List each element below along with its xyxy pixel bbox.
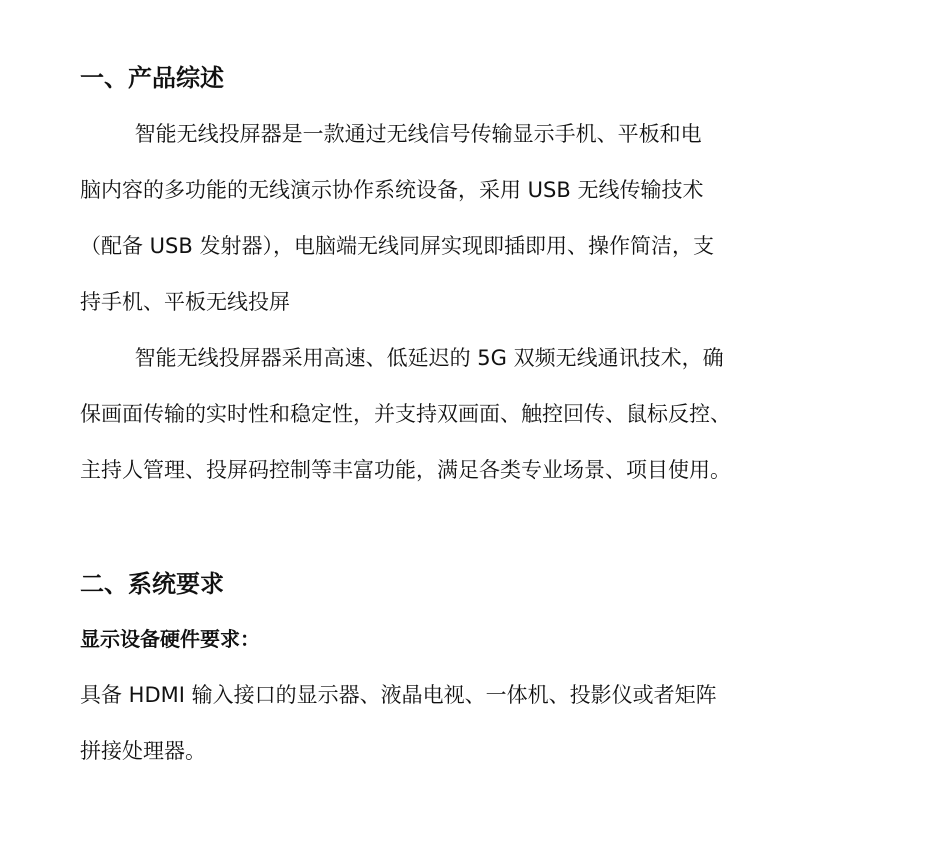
section-heading-product-overview: 一、产品综述 [80, 63, 224, 92]
text-line: 具备 HDMI 输入接口的显示器、液晶电视、一体机、投影仪或者矩阵 [80, 683, 717, 707]
subheading-display-hardware: 显示设备硬件要求： [80, 627, 260, 651]
text-line: 智能无线投屏器是一款通过无线信号传输显示手机、平板和电 [134, 122, 702, 146]
text-line: 保画面传输的实时性和稳定性，并支持双画面、触控回传、鼠标反控、 [80, 402, 731, 426]
text-line: 脑内容的多功能的无线演示协作系统设备，采用 USB 无线传输技术 [80, 178, 704, 202]
paragraph-product-features [80, 330, 840, 498]
text-line: 拼接处理器。 [80, 739, 206, 763]
text-line: 智能无线投屏器采用高速、低延迟的 5G 双频无线通讯技术，确 [134, 346, 724, 370]
paragraph-product-intro [80, 106, 840, 330]
section-heading-system-requirements: 二、系统要求 [80, 569, 224, 598]
text-line: 持手机、平板无线投屏 [80, 290, 290, 314]
paragraph-hardware-requirements [80, 667, 840, 779]
text-line: （配备 USB 发射器），电脑端无线同屏实现即插即用、操作简洁，支 [80, 234, 714, 258]
text-line: 主持人管理、投屏码控制等丰富功能，满足各类专业场景、项目使用。 [80, 458, 731, 482]
